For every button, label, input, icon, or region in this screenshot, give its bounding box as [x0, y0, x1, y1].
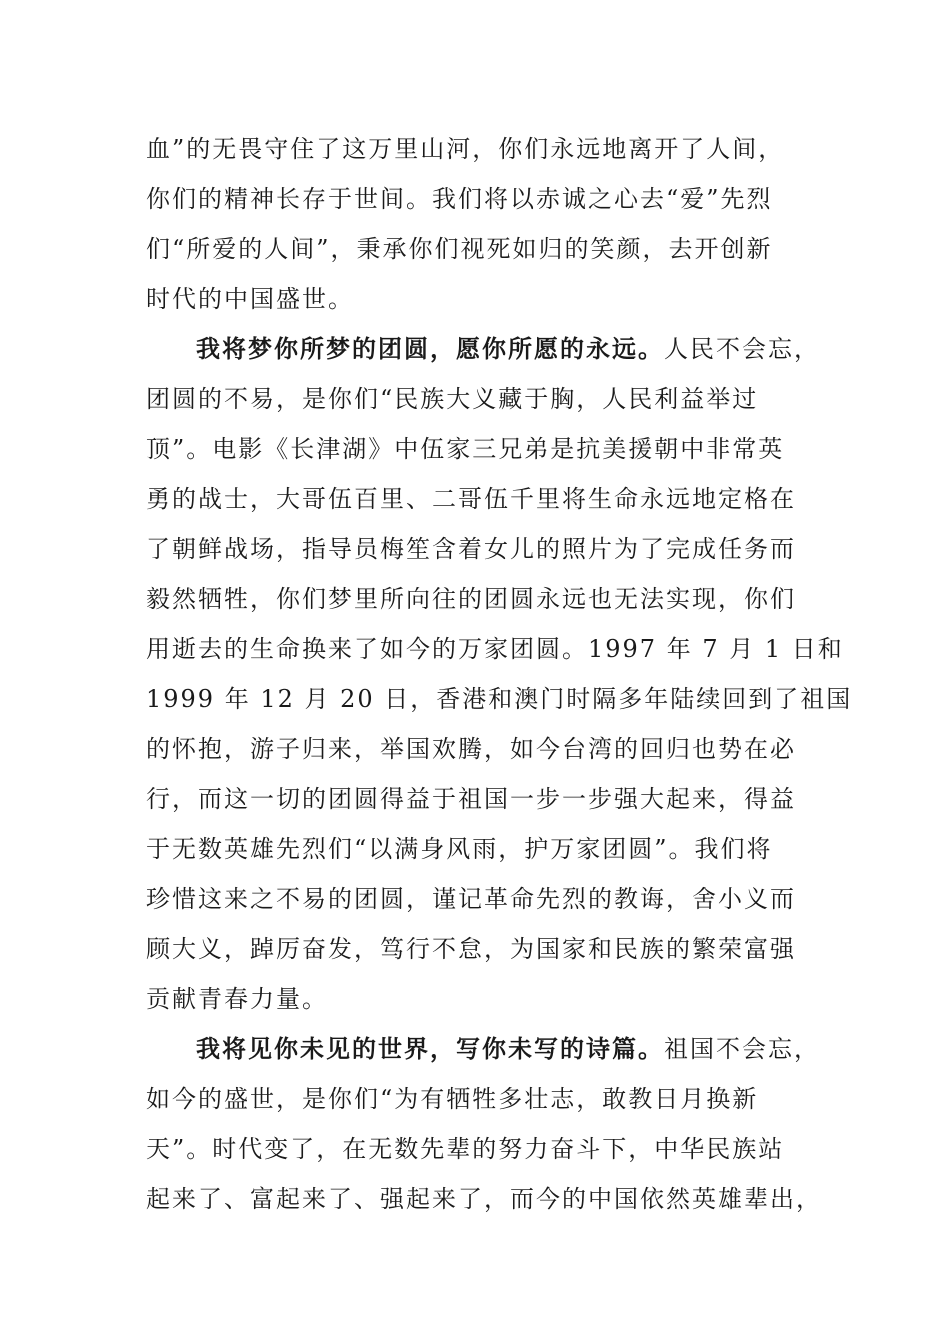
- text-run: 人民不会忘，: [664, 335, 820, 363]
- text-line-first: [146, 1024, 820, 1074]
- text-line: 顾大义，踔厉奋发，笃行不怠，为国家和民族的繁荣富强: [146, 935, 796, 963]
- text-line: 时代的中国盛世。: [146, 285, 354, 313]
- text-line: 天”。时代变了，在无数先辈的努力奋斗下，中华民族站: [146, 1135, 785, 1163]
- text-line: 团圆的不易，是你们“民族大义藏于胸，人民利益举过: [146, 385, 759, 413]
- text-line: 勇的战士，大哥伍百里、二哥伍千里将生命永远地定格在: [146, 485, 796, 513]
- text-line: 了朝鲜战场，指导员梅笙含着女儿的照片为了完成任务而: [146, 535, 796, 563]
- text-line: 于无数英雄先烈们“以满身风雨，护万家团圆”。我们将: [146, 835, 773, 863]
- text-line: 行，而这一切的团圆得益于祖国一步一步强大起来，得益: [146, 785, 796, 813]
- text-line: 贡献青春力量。: [146, 985, 328, 1013]
- text-line: 1999 年 12 月 20 日，香港和澳门时隔多年陆续回到了祖国: [146, 685, 853, 713]
- text-line: 毅然牺牲，你们梦里所向往的团圆永远也无法实现，你们: [146, 585, 796, 613]
- text-line: 的怀抱，游子归来，举国欢腾，如今台湾的回归也势在必: [146, 735, 796, 763]
- text-line: 血”的无畏守住了这万里山河，你们永远地离开了人间，: [146, 135, 785, 163]
- paragraph-world: [146, 1024, 822, 1224]
- text-line: 如今的盛世，是你们“为有牺牲多壮志，敢教日月换新: [146, 1085, 759, 1113]
- paragraph-reunion: [146, 324, 853, 1024]
- text-line: 珍惜这来之不易的团圆，谨记革命先烈的教诲，舍小义而: [146, 885, 796, 913]
- paragraph-continued: [146, 124, 806, 324]
- document-body: [146, 124, 853, 1224]
- text-line: 用逝去的生命换来了如今的万家团圆。1997 年 7 月 1 日和: [146, 635, 844, 663]
- text-line: 起来了、富起来了、强起来了，而今的中国依然英雄辈出，: [146, 1185, 822, 1213]
- text-line: 你们的精神长存于世间。我们将以赤诚之心去“爱”先烈: [146, 185, 773, 213]
- text-line-first: [146, 324, 820, 374]
- paragraph-lead-heading: 我将见你未见的世界，写你未写的诗篇。: [196, 1034, 664, 1063]
- paragraph-lead-heading: 我将梦你所梦的团圆，愿你所愿的永远。: [196, 334, 664, 363]
- text-line: 们“所爱的人间”，秉承你们视死如归的笑颜，去开创新: [146, 235, 773, 263]
- text-run: 祖国不会忘，: [664, 1035, 820, 1063]
- text-line: 顶”。电影《长津湖》中伍家三兄弟是抗美援朝中非常英: [146, 435, 785, 463]
